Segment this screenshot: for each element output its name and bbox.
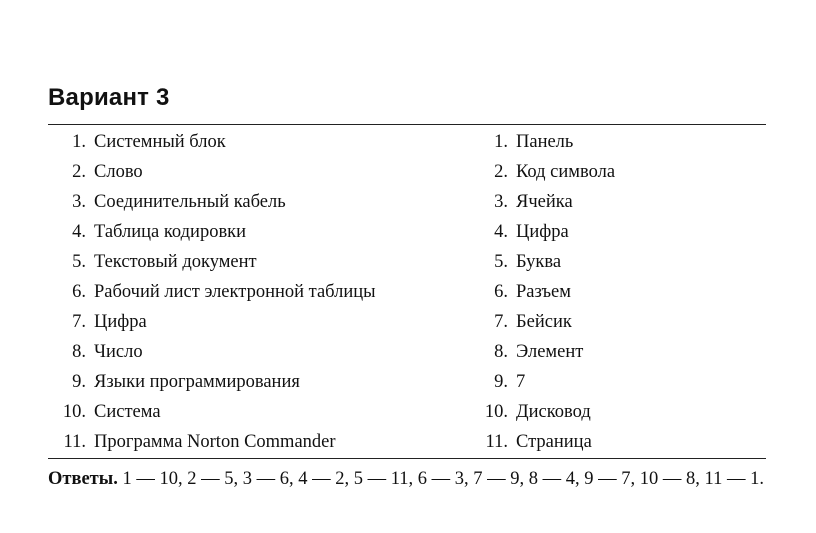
item-text: Цифра (516, 222, 569, 242)
right-item (470, 367, 810, 397)
item-text: Страница (516, 432, 592, 452)
item-text: Число (94, 342, 143, 362)
answers-text: 1 — 10, 2 — 5, 3 — 6, 4 — 2, 5 — 11, 6 — 3, 7 — 9, 8 — 4, 9 — 7, 10 — 8, 11 — 1. (122, 469, 764, 489)
left-item (48, 427, 388, 457)
item-number: 6. (494, 282, 508, 302)
item-number: 6. (72, 282, 86, 302)
item-text: Таблица кодировки (94, 222, 247, 242)
item-number: 4. (72, 222, 86, 242)
item-number: 8. (494, 342, 508, 362)
top-rule (48, 124, 766, 125)
item-number: 1. (72, 132, 86, 152)
item-number: 2. (72, 162, 86, 182)
right-item (470, 187, 810, 217)
item-text: Буква (516, 252, 562, 272)
item-text: Бейсик (516, 312, 572, 332)
item-number: 10. (62, 402, 86, 422)
right-item (470, 127, 810, 157)
left-item (48, 307, 388, 337)
answers-label: Ответы. (48, 469, 118, 489)
bottom-rule (48, 458, 766, 459)
item-text: Элемент (516, 342, 584, 362)
item-text: Программа Norton Commander (94, 432, 336, 452)
left-item (48, 127, 388, 157)
item-number: 7. (72, 312, 86, 332)
right-column (470, 127, 810, 457)
item-text: Текстовый документ (94, 252, 257, 272)
left-column (48, 127, 388, 457)
item-text: Слово (94, 162, 143, 182)
item-text: Цифра (94, 312, 147, 332)
item-number: 9. (72, 372, 86, 392)
item-text: Соединительный кабель (94, 192, 286, 212)
right-item (470, 307, 810, 337)
item-number: 4. (494, 222, 508, 242)
right-item (470, 217, 810, 247)
right-item (470, 427, 810, 457)
right-item (470, 277, 810, 307)
left-item (48, 337, 388, 367)
item-number: 8. (72, 342, 86, 362)
item-number: 3. (494, 192, 508, 212)
item-text: Системный блок (94, 132, 226, 152)
item-number: 1. (494, 132, 508, 152)
item-text: Разъем (516, 282, 571, 302)
item-number: 3. (72, 192, 86, 212)
right-item (470, 247, 810, 277)
right-item (470, 337, 810, 367)
item-number: 5. (72, 252, 86, 272)
right-item (470, 397, 810, 427)
item-number: 11. (63, 432, 86, 452)
item-text: Код символа (516, 162, 616, 182)
item-number: 5. (494, 252, 508, 272)
right-item (470, 157, 810, 187)
item-text: Дисковод (516, 402, 591, 422)
left-item (48, 217, 388, 247)
left-item (48, 157, 388, 187)
item-number: 7. (494, 312, 508, 332)
left-item (48, 367, 388, 397)
item-number: 9. (494, 372, 508, 392)
item-number: 10. (484, 402, 508, 422)
item-text: Рабочий лист электронной таблицы (94, 282, 376, 302)
answers-block (48, 467, 768, 491)
item-text: Система (94, 402, 161, 422)
item-number: 11. (485, 432, 508, 452)
left-item (48, 187, 388, 217)
variant-title: Вариант 3 (48, 84, 170, 111)
item-text: Языки программирования (94, 372, 300, 392)
item-text: Ячейка (516, 192, 573, 212)
left-item (48, 277, 388, 307)
left-item (48, 247, 388, 277)
left-item (48, 397, 388, 427)
item-text: Панель (516, 132, 574, 152)
item-number: 2. (494, 162, 508, 182)
item-text: 7 (516, 372, 526, 392)
